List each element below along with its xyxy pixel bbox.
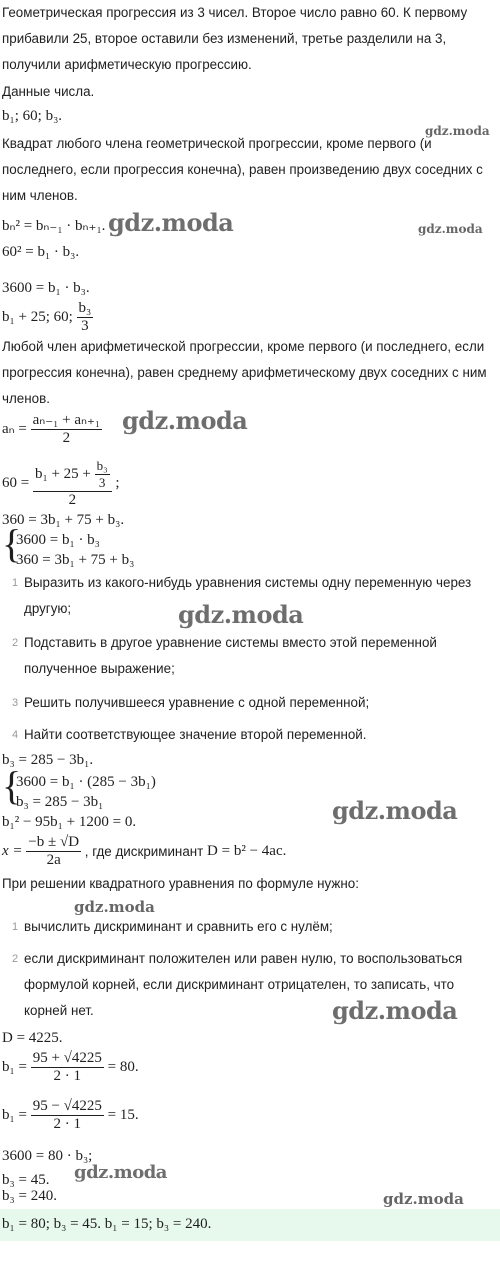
step-text: Решить получившееся уравнение с одной переменной; (24, 695, 370, 710)
root-1-fraction (31, 1050, 104, 1085)
arith-eq-numerator (33, 458, 112, 492)
answer-text: b₁ = 80; b₃ = 45. b₁ = 15; b₃ = 240. (2, 1216, 212, 1232)
arith-terms (2, 300, 93, 335)
eq-quadratic: b₁² − 95b₁ + 1200 = 0. (2, 814, 137, 830)
arith-eq-inner-fraction (95, 458, 110, 491)
eq-D: D = 4225. (2, 1030, 63, 1046)
step-text: вычислить дискриминант и сравнить его с нулём; (24, 919, 333, 934)
watermark-large-2: gdz.moda (122, 406, 248, 435)
fraction-numerator: b₃ (78, 300, 92, 316)
step-item-3 (12, 690, 490, 716)
given-label: Данные числа. (2, 84, 95, 99)
watermark-large-5: gdz.moda (332, 996, 458, 1025)
watermark-large-6: gdz.moda (74, 1162, 167, 1183)
step-number: 2 (12, 637, 19, 649)
step-text: Подставить в другое уравнение системы вместо этой переменной полученное выражение; (24, 635, 437, 676)
watermark-large-1: gdz.moda (108, 208, 234, 237)
watermark-small-1: gdz.moda (425, 124, 490, 138)
roots-text: , где дискриминант (84, 844, 204, 859)
arith-formula-fraction (31, 410, 103, 447)
roots-lhs: x = (2, 843, 23, 859)
arith-formula-numerator: aₙ₋₁ + aₙ₊₁ (32, 412, 101, 428)
quad-step-item-1 (12, 914, 490, 940)
arith-formula-denominator: 2 (62, 430, 71, 446)
root-1 (2, 1050, 139, 1085)
eq-3600: 3600 = b₁ · b₃. (2, 280, 90, 296)
system-1-row-1: 3600 = b₁ · b₃ (16, 532, 100, 548)
eq-60-squared: 60² = b₁ · b₃. (2, 244, 80, 260)
arith-eq-fraction (33, 458, 112, 509)
system-brace: { (2, 521, 22, 566)
watermark-small-2: gdz.moda (418, 222, 483, 236)
eq-b3-240: b₃ = 240. (2, 1188, 57, 1204)
arith-eq-lhs: 60 = (2, 475, 30, 491)
step-number: 1 (12, 577, 19, 589)
arith-eq-numerator-text: b₁ + 25 + (34, 466, 91, 482)
inner-denominator: 3 (98, 475, 106, 490)
arith-formula (2, 410, 102, 447)
step-number: 4 (12, 729, 19, 741)
step-item-4 (12, 722, 490, 748)
quad-rule-label: При решении квадратного уравнения по формуле нужно: (2, 876, 359, 891)
geo-rule: Квадрат любого члена геометрической прогрессии, кроме первого (и последнего, если прогрессия конечна), равен произведению двух соседних с ним членов. (2, 136, 483, 203)
arith-rule: Любой член арифметической прогрессии, кроме первого (и последнего, если прогрессия конечна), равен среднему арифметическому двух соседних с ним членов. (2, 339, 487, 406)
inner-numerator: b₃ (96, 458, 108, 473)
roots-denominator: 2a (46, 852, 61, 868)
root-2-denominator: 2 · 1 (53, 1116, 82, 1132)
root-1-denominator: 2 · 1 (53, 1068, 82, 1084)
system-brace: { (2, 763, 22, 808)
root-2-lhs: b₁ = (2, 1107, 27, 1123)
root-1-numerator: 95 + √4225 (32, 1050, 102, 1066)
b3-over-3-fraction (77, 300, 94, 335)
watermark-large-3: gdz.moda (178, 600, 304, 629)
step-text: если дискриминант положителен или равен нулю, то воспользоваться формулой корней, если дискриминант отрицателен, то записать, что корней нет. (24, 951, 463, 1018)
root-2-fraction (31, 1098, 104, 1133)
root-2-rhs: = 15. (107, 1107, 139, 1123)
fraction-denominator: 3 (81, 318, 89, 334)
geo-formula: bₙ² = bₙ₋₁ · bₙ₊₁. (2, 218, 106, 234)
step-text: Найти соответствующее значение второй переменной. (24, 727, 367, 742)
arith-formula-lhs: aₙ = (2, 421, 27, 437)
roots-fraction (26, 834, 81, 869)
eq-b3-45: b₃ = 45. (2, 1172, 50, 1188)
root-2-numerator: 95 − √4225 (32, 1098, 102, 1114)
watermark-small-3: gdz.moda (74, 898, 155, 916)
intro-line-2: прибавили 25, второе оставили без изменений, третье разделили на 3, (2, 31, 447, 46)
system-2-row-2: b₃ = 285 − 3b₁ (16, 794, 104, 810)
roots-discriminant: D = b² − 4ac. (207, 843, 287, 859)
step-number: 3 (12, 697, 19, 709)
eq-b3-expr: b₃ = 285 − 3b₁. (2, 752, 94, 768)
arith-terms-prefix: b₁ + 25; 60; (2, 309, 73, 325)
intro-text (2, 0, 492, 78)
eq-360: 360 = 3b₁ + 75 + b₃. (2, 512, 125, 528)
watermark-large-4: gdz.moda (332, 796, 458, 825)
eq-3600-80: 3600 = 80 · b₃; (2, 1148, 93, 1164)
root-1-rhs: = 80. (107, 1059, 139, 1075)
step-text: Выразить из какого-нибудь уравнения системы одну переменную через другую; (24, 575, 472, 616)
step-item-2 (12, 630, 490, 682)
watermark-small-4: gdz.moda (383, 1190, 464, 1208)
intro-line-1: Геометрическая прогрессия из 3 чисел. Второе число равно 60. К первому (2, 5, 468, 20)
intro-line-3: получили арифметическую прогрессию. (2, 57, 252, 72)
step-number: 2 (12, 953, 19, 965)
root-2 (2, 1098, 139, 1133)
system-1-row-2: 360 = 3b₁ + 75 + b₃ (16, 552, 135, 568)
step-number: 1 (12, 921, 19, 933)
roots-numerator: −b ± √D (28, 834, 80, 850)
answer-block (0, 1209, 500, 1241)
given-values: b₁; 60; b₃. (2, 108, 63, 124)
system-2-row-1: 3600 = b₁ · (285 − 3b₁) (16, 774, 156, 790)
arith-eq-denominator: 2 (68, 492, 77, 508)
arith-equation: 60 = b₁ + 25 + $\frac{\text{b₃}}{3}$ 2 ; (2, 458, 120, 508)
root-1-lhs: b₁ = (2, 1059, 27, 1075)
roots-formula (2, 834, 286, 869)
